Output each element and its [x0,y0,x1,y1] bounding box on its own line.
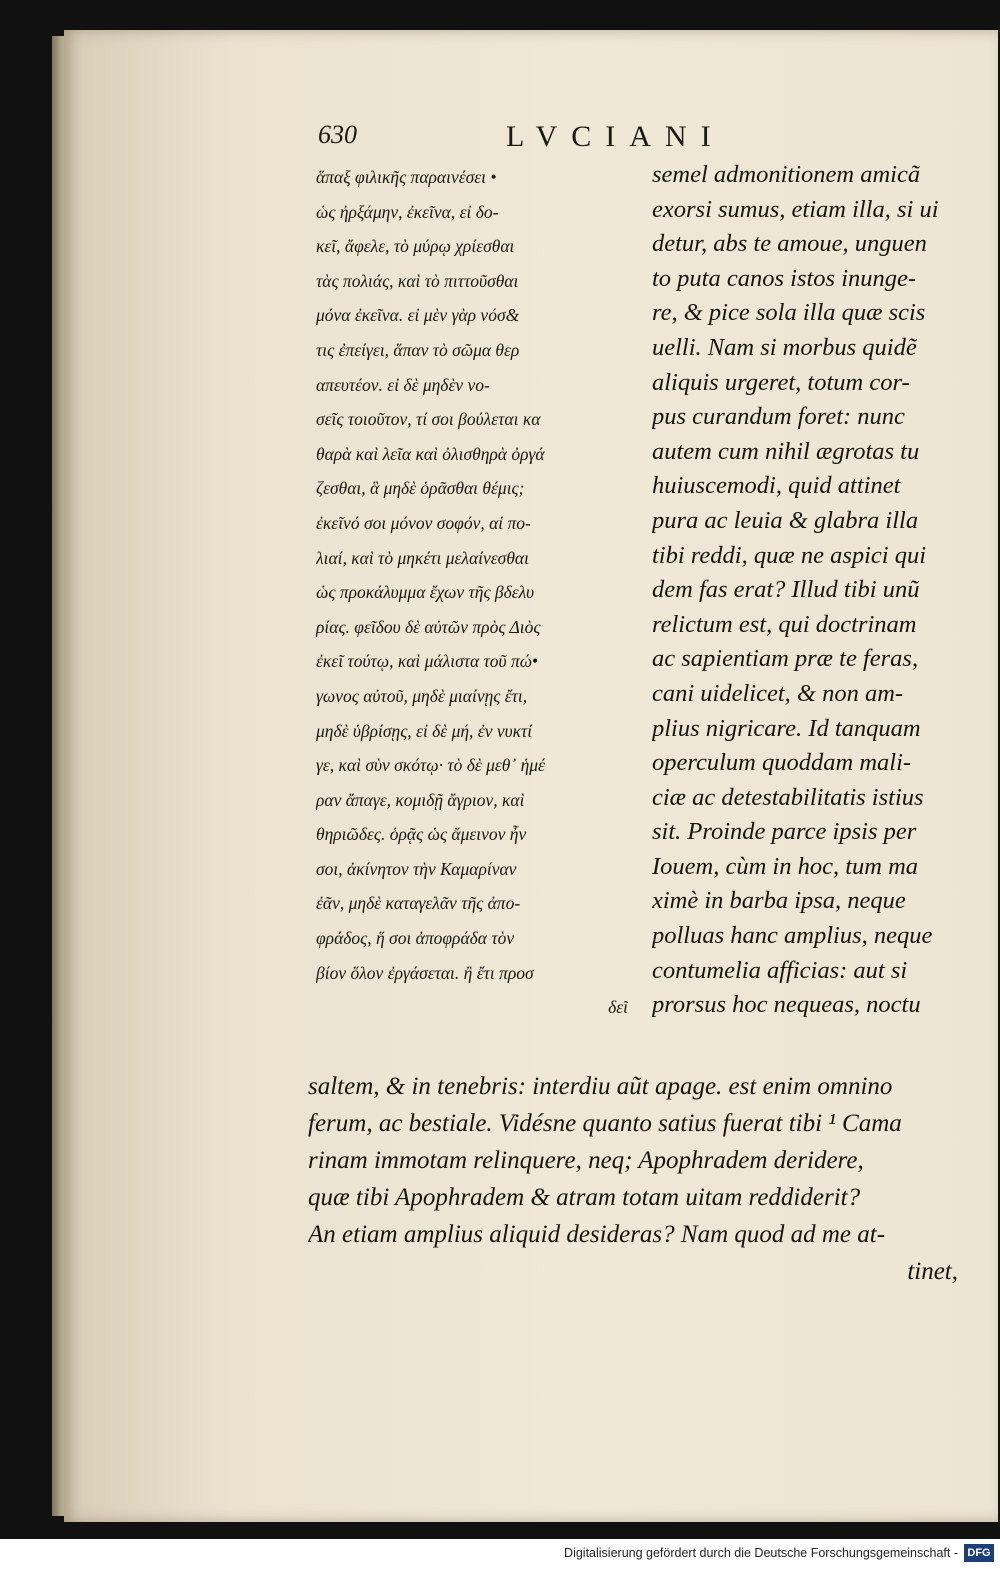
latin-text-line: sit. Proinde parce ipsis per [652,818,917,846]
footer-credit: Digitalisierung gefördert durch die Deutsche Forschungsgemeinschaft - [564,1546,958,1560]
greek-text-line: σοι, ἀκίνητον τὴν Καμαρίναν [316,858,517,879]
greek-text-column [316,160,628,1025]
latin-text-line: ac sapientiam præ te feras, [652,645,919,673]
running-title: LVCIANI [506,120,725,153]
latin-text-line: uelli. Nam si morbus quidẽ [652,333,917,361]
latin-text-line: rinam immotam relinquere, neq; Apophradem deridere, [308,1147,864,1174]
latin-text-line: detur, abs te amoue, unguen [652,230,927,258]
greek-text-line: ἅπαξ φιλικῆς παραινέσει • [316,167,497,187]
greek-text-line: λιαί, καὶ τὸ μηκέτι μελαίνεσθαι [316,547,529,568]
latin-text-line: pus curandum foret: nunc [652,403,905,431]
latin-text-line: Iouem, cùm in hoc, tum ma [652,852,919,880]
catchword: tinet, [907,1258,958,1285]
latin-text-line: relictum est, qui doctrinam [652,610,917,638]
greek-text-line: σεῖς τοιοῦτον, τί σοι βούλεται κα [316,409,541,430]
latin-text-line: An etiam amplius aliquid desideras? Nam quod ad me at- [308,1221,886,1248]
greek-text-line: ὡς προκάλυμμα ἔχων τῆς βδελυ [316,582,534,603]
greek-text-line: φράδος, ἥ σοι ἀποφράδα τὸν [316,928,515,949]
latin-text-line: re, & pice sola illa quæ scis [652,299,926,327]
greek-text-line: τὰς πολιάς, καὶ τὸ πιττοῦσθαι [316,270,519,291]
latin-text-line: semel admonitionem amicã [652,161,921,188]
greek-text-line: απευτέον. εἰ δὲ μηδὲν νο- [316,374,490,395]
latin-text-line: quæ tibi Apophradem & atram totam uitam reddiderit? [308,1184,861,1211]
greek-text-line: τις ἐπείγει, ἅπαν τὸ σῶμα θερ [316,339,520,360]
latin-text-line: aliquis urgeret, totum cor- [652,368,910,396]
greek-text-line: κεῖ, ἄφελε, τὸ μύρῳ χρίεσθαι [316,236,515,257]
greek-text-line: μόνα ἐκεῖνα. εἰ μὲν γὰρ νόσ& [316,305,520,326]
latin-text-line: ciæ ac detestabilitatis istius [652,783,924,811]
latin-text-line: ferum, ac bestiale. Vidésne quanto satius fuerat tibi ¹ Cama [308,1110,902,1137]
latin-text-line: autem cum nihil ægrotas tu [652,437,920,465]
latin-text-line: ximè in barba ipsa, neque [652,887,906,915]
latin-text-line: cani uidelicet, & non am- [652,679,904,707]
latin-text-column [652,158,962,1023]
latin-text-line: contumelia afficias: aut si [652,956,908,984]
greek-text-line: ἐᾶν, μηδὲ καταγελᾶν τῆς ἀπο- [316,893,521,914]
greek-text-line: γωνος αὐτοῦ, μηδὲ μιαίνῃς ἔτι, [316,685,528,706]
latin-text-line: pura ac leuia & glabra illa [652,506,919,534]
greek-text-line: θηριῶδες. ὁρᾷς ὡς ἄμεινον ἦν [316,824,527,845]
latin-text-line: exorsi sumus, etiam illa, si ui [652,195,939,223]
dfg-logo-icon: DFG [964,1544,994,1562]
greek-text-line: ραν ἄπαγε, κομιδῇ ἄγριον, καὶ [316,789,525,810]
latin-text-line: saltem, & in tenebris: interdiu aũt apage. est enim omnino [308,1073,893,1100]
greek-text-line: μηδὲ ὑβρίσῃς, εἰ δὲ μή, ἐν νυκτί [316,720,533,741]
latin-text-line: dem fas erat? Illud tibi unũ [652,576,920,604]
latin-text-line: huiuscemodi, quid attinet [652,472,901,500]
full-width-text-block [308,1068,958,1290]
latin-text-line: to puta canos istos inunge- [652,264,917,292]
latin-text-line: polluas hanc amplius, neque [652,922,933,950]
greek-text-line: ὡς ἠρξάμην, ἐκεῖνα, εἰ δο- [316,201,499,222]
folio-number: 630 [318,120,357,149]
greek-text-line: βίον ὅλον ἐργάσεται. ἢ ἔτι προσ [316,962,534,983]
greek-text-line: δεῖ [608,997,628,1018]
latin-text-line: tibi reddi, quæ ne aspici qui [652,541,927,569]
digitization-footer [0,1539,1000,1569]
latin-text-line: plius nigricare. Id tanquam [652,714,921,742]
latin-text-line: operculum quoddam mali- [652,749,912,777]
page-header [318,120,788,156]
greek-text-line: θαρὰ καὶ λεῖα καὶ ὀλισθηρὰ ὀργά [316,443,545,464]
greek-text-line: ἐκεῖνό σοι μόνον σοφόν, αἱ πο- [316,512,531,533]
greek-text-line: ρίας. φεῖδου δὲ αὐτῶν πρὸς Διὸς [316,616,541,637]
latin-text-line: prorsus hoc nequeas, noctu [652,991,921,1019]
greek-text-line: ἐκεῖ τούτῳ, καὶ μάλιστα τοῦ πώ• [316,651,539,672]
greek-text-line: γε, καὶ σὺν σκότῳ· τὸ δὲ μεθ᾽ ἡμέ [316,755,545,776]
greek-text-line: ζεσθαι, ἃ μηδὲ ὁρᾶσθαι θέμις; [316,478,525,499]
